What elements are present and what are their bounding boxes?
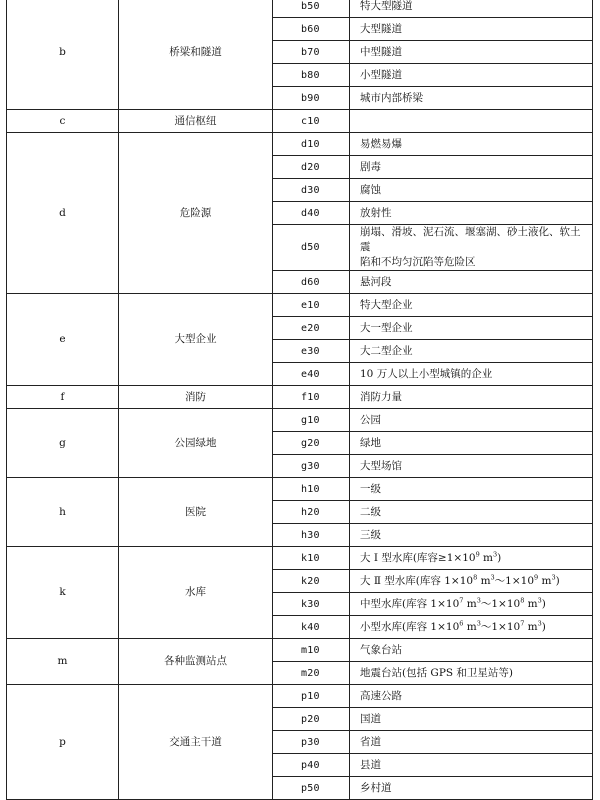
item-code: b60 xyxy=(273,18,350,41)
item-description: 悬河段 xyxy=(350,271,593,294)
item-description: 特大型企业 xyxy=(350,294,593,317)
table-row xyxy=(7,547,593,570)
item-description xyxy=(350,593,593,616)
item-code: g10 xyxy=(273,409,350,432)
table-row xyxy=(7,110,593,133)
item-code: h20 xyxy=(273,501,350,524)
description-line: 陷和不均匀沉陷等危险区 xyxy=(360,256,476,268)
category-name: 医院 xyxy=(119,478,273,547)
item-code: b50 xyxy=(273,0,350,18)
item-description: 中型隧道 xyxy=(350,41,593,64)
table-row xyxy=(7,294,593,317)
item-code: p10 xyxy=(273,685,350,708)
item-code: m20 xyxy=(273,662,350,685)
item-code: e30 xyxy=(273,340,350,363)
category-name: 桥梁和隧道 xyxy=(119,0,273,110)
desc-text: m xyxy=(538,574,552,587)
item-code: k30 xyxy=(273,593,350,616)
desc-text: 小型水库(库容 1×10 xyxy=(360,620,460,633)
exponent: 3 xyxy=(493,550,498,558)
item-description: 公园 xyxy=(350,409,593,432)
item-code: h30 xyxy=(273,524,350,547)
item-description: 大二型企业 xyxy=(350,340,593,363)
desc-text: ～1×10 xyxy=(494,574,535,587)
item-code: b90 xyxy=(273,87,350,110)
category-name: 通信枢纽 xyxy=(119,110,273,133)
desc-text: ) xyxy=(497,551,502,564)
table-row xyxy=(7,409,593,432)
item-code: f10 xyxy=(273,386,350,409)
table-row xyxy=(7,133,593,156)
exponent: 9 xyxy=(475,550,480,558)
desc-text: 大 Ⅱ 型水库(库容 1×10 xyxy=(360,574,474,587)
category-name: 水库 xyxy=(119,547,273,639)
exponent: 3 xyxy=(490,573,495,581)
item-description xyxy=(350,570,593,593)
item-code: d20 xyxy=(273,156,350,179)
item-description xyxy=(350,547,593,570)
table-row xyxy=(7,386,593,409)
item-description: 国道 xyxy=(350,708,593,731)
item-code: m10 xyxy=(273,639,350,662)
item-code: g20 xyxy=(273,432,350,455)
item-code: k40 xyxy=(273,616,350,639)
item-code: h10 xyxy=(273,478,350,501)
category-name: 公园绿地 xyxy=(119,409,273,478)
item-description: 地震台站(包括 GPS 和卫星站等) xyxy=(350,662,593,685)
desc-text: ～1×10 xyxy=(480,597,521,610)
item-code: d50 xyxy=(273,225,350,271)
item-description xyxy=(350,616,593,639)
category-code: k xyxy=(7,547,119,639)
desc-text: 中型水库(库容 1×10 xyxy=(360,597,460,610)
item-description: 剧毒 xyxy=(350,156,593,179)
item-code: k10 xyxy=(273,547,350,570)
item-description: 二级 xyxy=(350,501,593,524)
item-description: 一级 xyxy=(350,478,593,501)
exponent: 3 xyxy=(537,619,542,627)
item-code: p40 xyxy=(273,754,350,777)
category-name: 消防 xyxy=(119,386,273,409)
desc-text: ～1×10 xyxy=(480,620,521,633)
item-description: 特大型隧道 xyxy=(350,0,593,18)
item-code: b70 xyxy=(273,41,350,64)
desc-text: m xyxy=(477,574,491,587)
desc-text: ) xyxy=(555,574,560,587)
exponent: 8 xyxy=(520,596,525,604)
item-description: 县道 xyxy=(350,754,593,777)
desc-text: 大 Ⅰ 型水库(库容≥1×10 xyxy=(360,551,476,564)
item-description: 腐蚀 xyxy=(350,179,593,202)
item-description: 城市内部桥梁 xyxy=(350,87,593,110)
item-code: p20 xyxy=(273,708,350,731)
exponent: 6 xyxy=(459,619,464,627)
table-row xyxy=(7,0,593,18)
item-code: p30 xyxy=(273,731,350,754)
exponent: 8 xyxy=(473,573,478,581)
desc-text: ) xyxy=(541,620,546,633)
category-name: 大型企业 xyxy=(119,294,273,386)
item-description: 大型场馆 xyxy=(350,455,593,478)
item-description: 乡村道 xyxy=(350,777,593,800)
desc-text: m xyxy=(524,620,538,633)
item-description: 高速公路 xyxy=(350,685,593,708)
category-code: e xyxy=(7,294,119,386)
exponent: 3 xyxy=(476,596,481,604)
category-code: h xyxy=(7,478,119,547)
item-code: c10 xyxy=(273,110,350,133)
item-description: 消防力量 xyxy=(350,386,593,409)
exponent: 3 xyxy=(537,596,542,604)
item-description: 大型隧道 xyxy=(350,18,593,41)
exponent: 3 xyxy=(551,573,556,581)
item-description: 易燃易爆 xyxy=(350,133,593,156)
category-code: g xyxy=(7,409,119,478)
desc-text: m xyxy=(479,551,493,564)
item-code: d60 xyxy=(273,271,350,294)
category-code: b xyxy=(7,0,119,110)
item-description: 省道 xyxy=(350,731,593,754)
item-description: 绿地 xyxy=(350,432,593,455)
item-description: 放射性 xyxy=(350,202,593,225)
item-code: d30 xyxy=(273,179,350,202)
item-description: 三级 xyxy=(350,524,593,547)
category-code: p xyxy=(7,685,119,800)
category-name: 各种监测站点 xyxy=(119,639,273,685)
classification-table xyxy=(6,0,593,800)
table-row xyxy=(7,685,593,708)
category-name: 交通主干道 xyxy=(119,685,273,800)
category-code: m xyxy=(7,639,119,685)
item-code: d40 xyxy=(273,202,350,225)
exponent: 7 xyxy=(520,619,525,627)
item-code: e40 xyxy=(273,363,350,386)
item-code: e10 xyxy=(273,294,350,317)
item-code: e20 xyxy=(273,317,350,340)
exponent: 3 xyxy=(476,619,481,627)
description-line: 崩塌、滑坡、泥石流、堰塞湖、砂土液化、软土震 xyxy=(360,226,581,253)
category-code: d xyxy=(7,133,119,294)
item-description xyxy=(350,225,593,271)
desc-text: m xyxy=(463,620,477,633)
item-description xyxy=(350,110,593,133)
exponent: 9 xyxy=(534,573,539,581)
item-description: 小型隧道 xyxy=(350,64,593,87)
desc-text: ) xyxy=(541,597,546,610)
item-code: g30 xyxy=(273,455,350,478)
desc-text: m xyxy=(463,597,477,610)
item-description: 大一型企业 xyxy=(350,317,593,340)
table-row xyxy=(7,478,593,501)
item-code: k20 xyxy=(273,570,350,593)
item-description: 10 万人以上小型城镇的企业 xyxy=(350,363,593,386)
category-code: f xyxy=(7,386,119,409)
category-code: c xyxy=(7,110,119,133)
item-code: p50 xyxy=(273,777,350,800)
exponent: 7 xyxy=(459,596,464,604)
item-description: 气象台站 xyxy=(350,639,593,662)
item-code: b80 xyxy=(273,64,350,87)
category-name: 危险源 xyxy=(119,133,273,294)
item-code: d10 xyxy=(273,133,350,156)
desc-text: m xyxy=(524,597,538,610)
table-row xyxy=(7,639,593,662)
